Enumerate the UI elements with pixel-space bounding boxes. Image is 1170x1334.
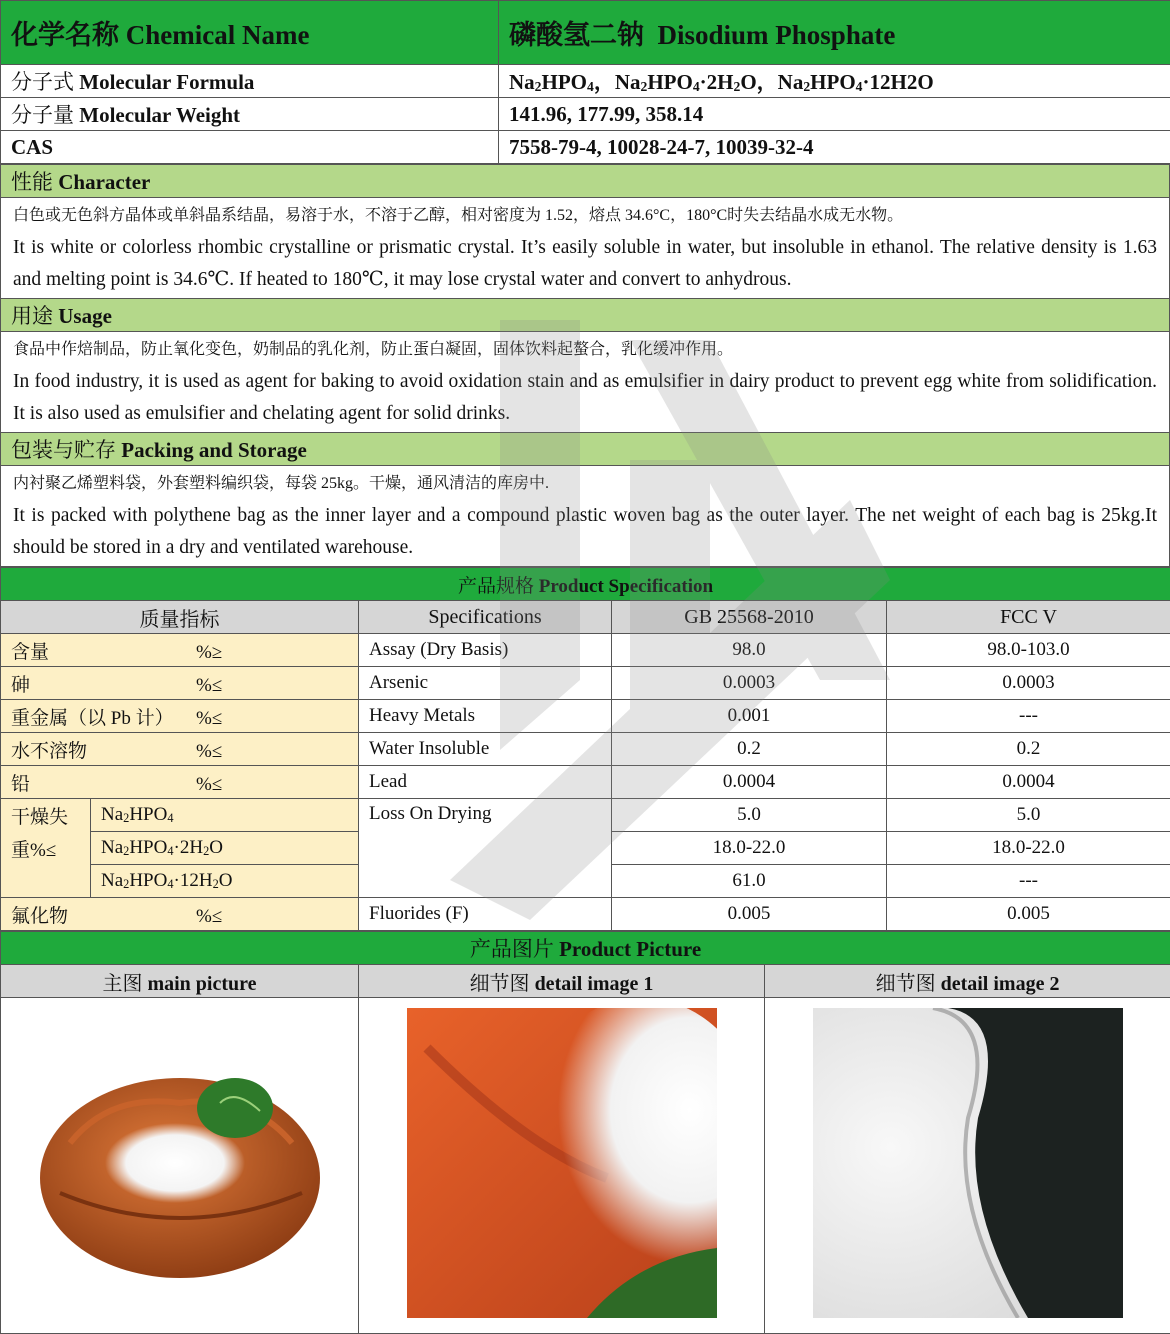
col-gb: GB 25568-2010 xyxy=(612,601,887,634)
cas-label: CAS xyxy=(1,131,499,164)
zh: 含量 xyxy=(11,637,196,664)
row-label xyxy=(1,667,359,700)
drying-f3 xyxy=(91,865,359,898)
f: HPO xyxy=(647,70,693,94)
character-zh: 白色或无色斜方晶体或单斜晶系结晶，易溶于水，不溶于乙醇，相对密度为 1.52，熔点 34.6°C，180°C时失去结晶水成无水物。 xyxy=(1,198,1169,232)
formula-value xyxy=(499,65,1170,98)
f: O xyxy=(219,870,233,891)
zh1: 干燥失 xyxy=(11,801,80,834)
unit: %≤ xyxy=(196,675,222,696)
detail1-image xyxy=(407,1008,717,1318)
row-fcc: --- xyxy=(887,700,1170,733)
f: 4 xyxy=(587,79,594,94)
row-en: Assay (Dry Basis) xyxy=(359,634,612,667)
f: 2 xyxy=(803,79,810,94)
usage-zh: 食品中作焙制品，防止氧化变色，奶制品的乳化剂，防止蛋白凝固，固体饮料起螯合，乳化缓冲作用。 xyxy=(1,332,1169,366)
cas-row xyxy=(1,131,1170,164)
row-gb: 61.0 xyxy=(612,865,887,898)
row-fcc: 98.0-103.0 xyxy=(887,634,1170,667)
value-en: Disodium Phosphate xyxy=(658,20,896,50)
zh: 铅 xyxy=(11,769,196,796)
text-sections xyxy=(0,164,1170,567)
zh: 水不溶物 xyxy=(11,736,196,763)
row-gb: 0.0004 xyxy=(612,766,887,799)
section-character-title xyxy=(1,165,1170,198)
row-fcc: 0.2 xyxy=(887,733,1170,766)
chemical-name-label xyxy=(1,1,499,65)
f: 4 xyxy=(693,79,700,94)
picture-title xyxy=(1,932,1170,965)
picture-header-row xyxy=(1,965,1170,998)
f: HPO xyxy=(129,870,167,891)
f: 4 xyxy=(167,877,173,891)
spec-header-row xyxy=(1,601,1170,634)
weight-row xyxy=(1,98,1170,131)
drying-en: Loss On Drying xyxy=(359,799,612,898)
character-en: It is white or colorless rhombic crystalline or prismatic crystal. It’s easily soluble in water, but insoluble in ethanol. The relative density is 1.63 and melting point is 34.6℃. If heated to 180℃, it may lose crystal water and convert to anhydrous. xyxy=(1,232,1169,298)
row-fcc: 5.0 xyxy=(887,799,1170,832)
f: HPO xyxy=(129,837,167,858)
table-row xyxy=(1,700,1170,733)
row-gb: 18.0-22.0 xyxy=(612,832,887,865)
main-picture-label xyxy=(1,965,359,998)
f: 2 xyxy=(641,79,648,94)
detail2-label xyxy=(765,965,1170,998)
zh2: 重%≤ xyxy=(11,834,80,867)
col-spec: Specifications xyxy=(359,601,612,634)
table-row xyxy=(1,766,1170,799)
f: Na xyxy=(101,837,123,858)
row-fcc: 18.0-22.0 xyxy=(887,832,1170,865)
section-usage-title xyxy=(1,299,1170,332)
table-row xyxy=(1,667,1170,700)
t-zh: 性能 xyxy=(11,170,53,194)
drying-label xyxy=(1,799,91,898)
label-en: Molecular Weight xyxy=(79,103,240,127)
drying-f1 xyxy=(91,799,359,832)
t-en: Product Picture xyxy=(559,937,701,961)
cas-value: 7558-79-4, 10028-24-7, 10039-32-4 xyxy=(499,131,1170,164)
row-en: Arsenic xyxy=(359,667,612,700)
row-fcc: 0.005 xyxy=(887,898,1170,931)
detail1-cell xyxy=(359,998,765,1334)
row-fcc: 0.0004 xyxy=(887,766,1170,799)
section-character-body xyxy=(1,198,1170,299)
f: O xyxy=(740,70,756,94)
detail1-label xyxy=(359,965,765,998)
table-row xyxy=(1,799,1170,832)
row-en: Heavy Metals xyxy=(359,700,612,733)
unit: %≤ xyxy=(196,906,222,927)
spec-title xyxy=(1,568,1170,601)
row-gb: 0.0003 xyxy=(612,667,887,700)
row-gb: 0.2 xyxy=(612,733,887,766)
t-zh: 产品图片 xyxy=(470,937,554,961)
row-label xyxy=(1,634,359,667)
zh: 细节图 xyxy=(876,973,936,995)
main-picture-cell xyxy=(1,998,359,1334)
row-label xyxy=(1,700,359,733)
row-gb: 98.0 xyxy=(612,634,887,667)
row-en: Water Insoluble xyxy=(359,733,612,766)
f: 4 xyxy=(856,79,863,94)
title-row xyxy=(1,1,1170,65)
unit: %≤ xyxy=(196,741,222,762)
f: HPO xyxy=(129,804,167,825)
unit: %≤ xyxy=(196,774,222,795)
zh: 砷 xyxy=(11,670,196,697)
info-table xyxy=(0,0,1170,164)
table-row xyxy=(1,634,1170,667)
label-en: Chemical Name xyxy=(126,20,310,50)
f: HPO xyxy=(542,70,588,94)
f: O xyxy=(209,837,223,858)
f: ·2H xyxy=(174,837,204,858)
row-label xyxy=(1,898,359,931)
f: Na xyxy=(509,70,535,94)
en: detail image 2 xyxy=(941,973,1060,995)
zh: 氟化物 xyxy=(11,901,196,928)
col-quality: 质量指标 xyxy=(1,601,359,634)
table-row xyxy=(1,733,1170,766)
row-label xyxy=(1,733,359,766)
f: ·2H xyxy=(700,70,734,94)
en: main picture xyxy=(147,973,256,995)
row-gb: 5.0 xyxy=(612,799,887,832)
row-en: Lead xyxy=(359,766,612,799)
f: ·12H2O xyxy=(863,70,934,94)
unit: %≥ xyxy=(196,642,222,663)
f: Na xyxy=(101,804,123,825)
section-usage-body xyxy=(1,332,1170,433)
packing-zh: 内衬聚乙烯塑料袋，外套塑料编织袋，每袋 25kg。干燥，通风清洁的库房中. xyxy=(1,466,1169,500)
f: 2 xyxy=(203,844,209,858)
f: Na xyxy=(778,70,804,94)
value-zh: 磷酸氢二钠 xyxy=(509,20,644,50)
row-gb: 0.001 xyxy=(612,700,887,733)
formula-label xyxy=(1,65,499,98)
table-row xyxy=(1,898,1170,931)
t-zh: 包装与贮存 xyxy=(11,438,116,462)
weight-label xyxy=(1,98,499,131)
formula-row xyxy=(1,65,1170,98)
spec-table xyxy=(0,567,1170,931)
main-picture-image xyxy=(30,1033,330,1293)
row-fcc: 0.0003 xyxy=(887,667,1170,700)
zh: 重金属（以 Pb 计） xyxy=(11,703,196,730)
f: HPO xyxy=(810,70,856,94)
f: Na xyxy=(615,70,641,94)
col-fcc: FCC V xyxy=(887,601,1170,634)
row-en: Fluorides (F) xyxy=(359,898,612,931)
t-en: Character xyxy=(58,170,150,194)
row-fcc: --- xyxy=(887,865,1170,898)
f: 2 xyxy=(535,79,542,94)
t-en: Product Specification xyxy=(539,576,713,597)
detail2-cell xyxy=(765,998,1170,1334)
t-en: Packing and Storage xyxy=(121,438,307,462)
f: 2 xyxy=(123,811,129,825)
picture-row xyxy=(1,998,1170,1334)
row-label xyxy=(1,766,359,799)
f: 2 xyxy=(123,877,129,891)
f: ·12H xyxy=(174,870,213,891)
detail2-image xyxy=(813,1008,1123,1318)
usage-en: In food industry, it is used as agent for baking to avoid oxidation stain and as emulsifier in dairy product to prevent egg white from solidification. It is also used as emulsifier and chelating agent for solid drinks. xyxy=(1,366,1169,432)
chemical-name-value xyxy=(499,1,1170,65)
label-zh: 化学名称 xyxy=(11,20,119,50)
zh: 主图 xyxy=(102,973,142,995)
label-zh: 分子式 xyxy=(11,70,74,94)
picture-table xyxy=(0,931,1170,1334)
t-en: Usage xyxy=(58,304,112,328)
t-zh: 产品规格 xyxy=(458,576,534,597)
unit: %≤ xyxy=(196,708,222,729)
t-zh: 用途 xyxy=(11,304,53,328)
drying-f2 xyxy=(91,832,359,865)
weight-value: 141.96, 177.99, 358.14 xyxy=(499,98,1170,131)
f: 2 xyxy=(123,844,129,858)
zh: 细节图 xyxy=(470,973,530,995)
f: ， xyxy=(594,70,615,94)
section-packing-title xyxy=(1,433,1170,466)
row-gb: 0.005 xyxy=(612,898,887,931)
f: 4 xyxy=(167,844,173,858)
f: 4 xyxy=(167,811,173,825)
label-zh: 分子量 xyxy=(11,103,74,127)
f: ， xyxy=(757,70,778,94)
f: 2 xyxy=(213,877,219,891)
f: Na xyxy=(101,870,123,891)
en: detail image 1 xyxy=(535,973,654,995)
section-packing-body xyxy=(1,466,1170,567)
f: 2 xyxy=(734,79,741,94)
packing-en: It is packed with polythene bag as the inner layer and a compound plastic woven bag as the outer layer. The net weight of each bag is 25kg.It should be stored in a dry and ventilated warehouse. xyxy=(1,500,1169,566)
label-en: Molecular Formula xyxy=(79,70,254,94)
